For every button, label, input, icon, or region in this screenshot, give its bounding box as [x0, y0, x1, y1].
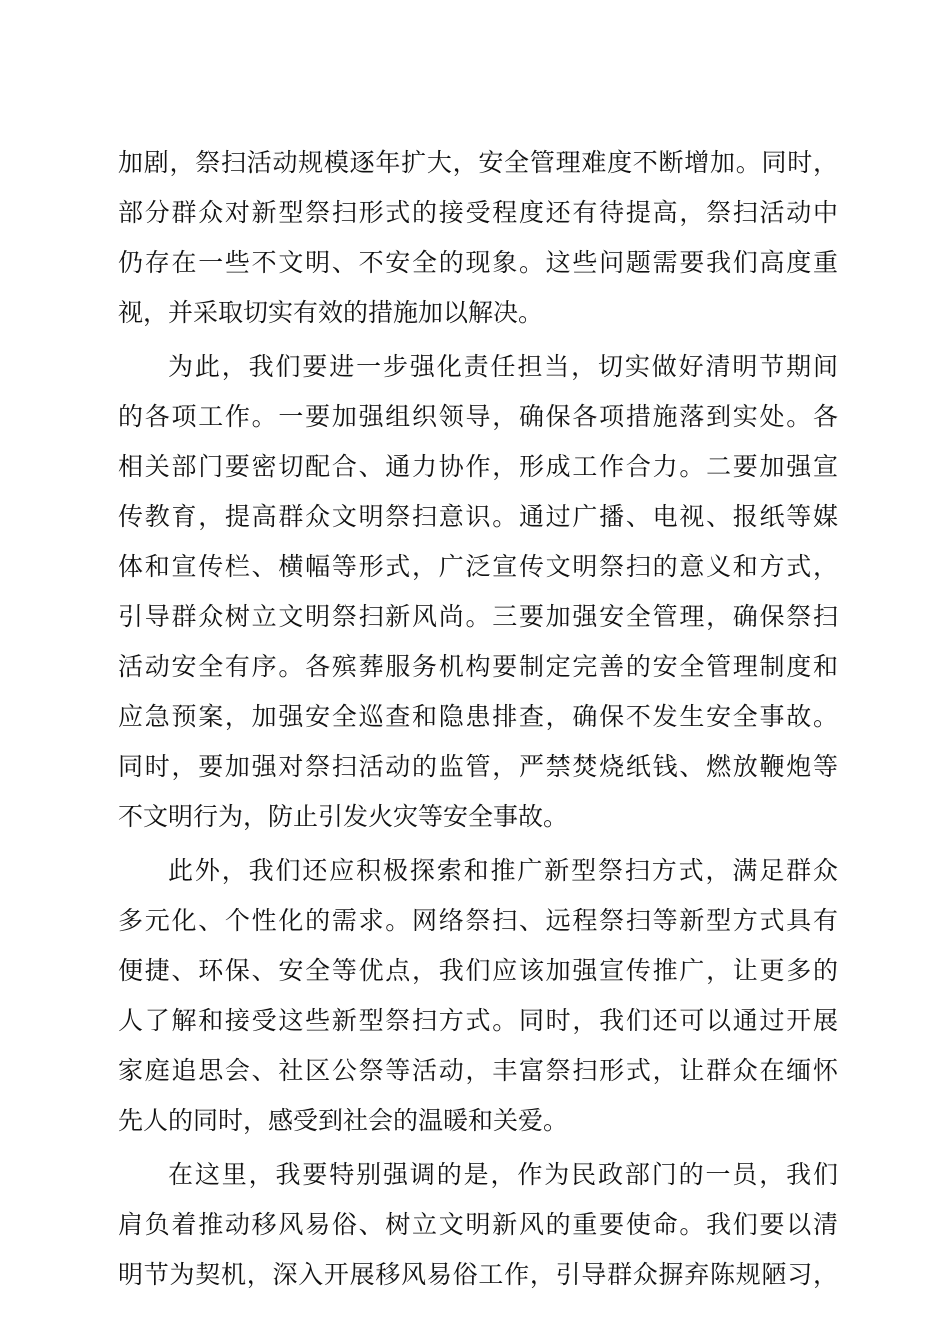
- text-line: 传教育，提高群众文明祭扫意识。通过广播、电视、报纸等媒: [118, 502, 838, 531]
- text-line: 明节为契机，深入开展移风易俗工作，引导群众摒弃陈规陋习，: [118, 1260, 838, 1289]
- text-line: 先人的同时，感受到社会的温暖和关爱。: [118, 1106, 569, 1135]
- text-line: 的各项工作。一要加强组织领导，确保各项措施落到实处。各: [118, 402, 838, 431]
- paragraph-first-line: 为此，我们要进一步强化责任担当，切实做好清明节期间: [168, 352, 838, 381]
- text-line: 部分群众对新型祭扫形式的接受程度还有待提高，祭扫活动中: [118, 198, 838, 227]
- text-line: 活动安全有序。各殡葬服务机构要制定完善的安全管理制度和: [118, 652, 838, 681]
- text-line: 家庭追思会、社区公祭等活动，丰富祭扫形式，让群众在缅怀: [118, 1056, 838, 1085]
- text-line: 多元化、个性化的需求。网络祭扫、远程祭扫等新型方式具有: [118, 906, 838, 935]
- text-line: 加剧，祭扫活动规模逐年扩大，安全管理难度不断增加。同时，: [118, 148, 838, 177]
- paragraph-first-line: 此外，我们还应积极探索和推广新型祭扫方式，满足群众: [168, 856, 838, 885]
- text-line: 应急预案，加强安全巡查和隐患排查，确保不发生安全事故。: [118, 702, 838, 731]
- paragraph-first-line: 在这里，我要特别强调的是，作为民政部门的一员，我们: [168, 1160, 838, 1189]
- text-line: 肩负着推动移风易俗、树立文明新风的重要使命。我们要以清: [118, 1210, 838, 1239]
- text-line: 人了解和接受这些新型祭扫方式。同时，我们还可以通过开展: [118, 1006, 838, 1035]
- text-line: 仍存在一些不文明、不安全的现象。这些问题需要我们高度重: [118, 248, 838, 277]
- text-line: 不文明行为，防止引发火灾等安全事故。: [118, 802, 569, 831]
- text-line: 同时，要加强对祭扫活动的监管，严禁焚烧纸钱、燃放鞭炮等: [118, 752, 838, 781]
- text-line: 引导群众树立文明祭扫新风尚。三要加强安全管理，确保祭扫: [118, 602, 838, 631]
- text-line: 便捷、环保、安全等优点，我们应该加强宣传推广，让更多的: [118, 956, 838, 985]
- text-line: 相关部门要密切配合、通力协作，形成工作合力。二要加强宣: [118, 452, 838, 481]
- text-line: 体和宣传栏、横幅等形式，广泛宣传文明祭扫的意义和方式，: [118, 552, 838, 581]
- text-line: 视，并采取切实有效的措施加以解决。: [118, 298, 544, 327]
